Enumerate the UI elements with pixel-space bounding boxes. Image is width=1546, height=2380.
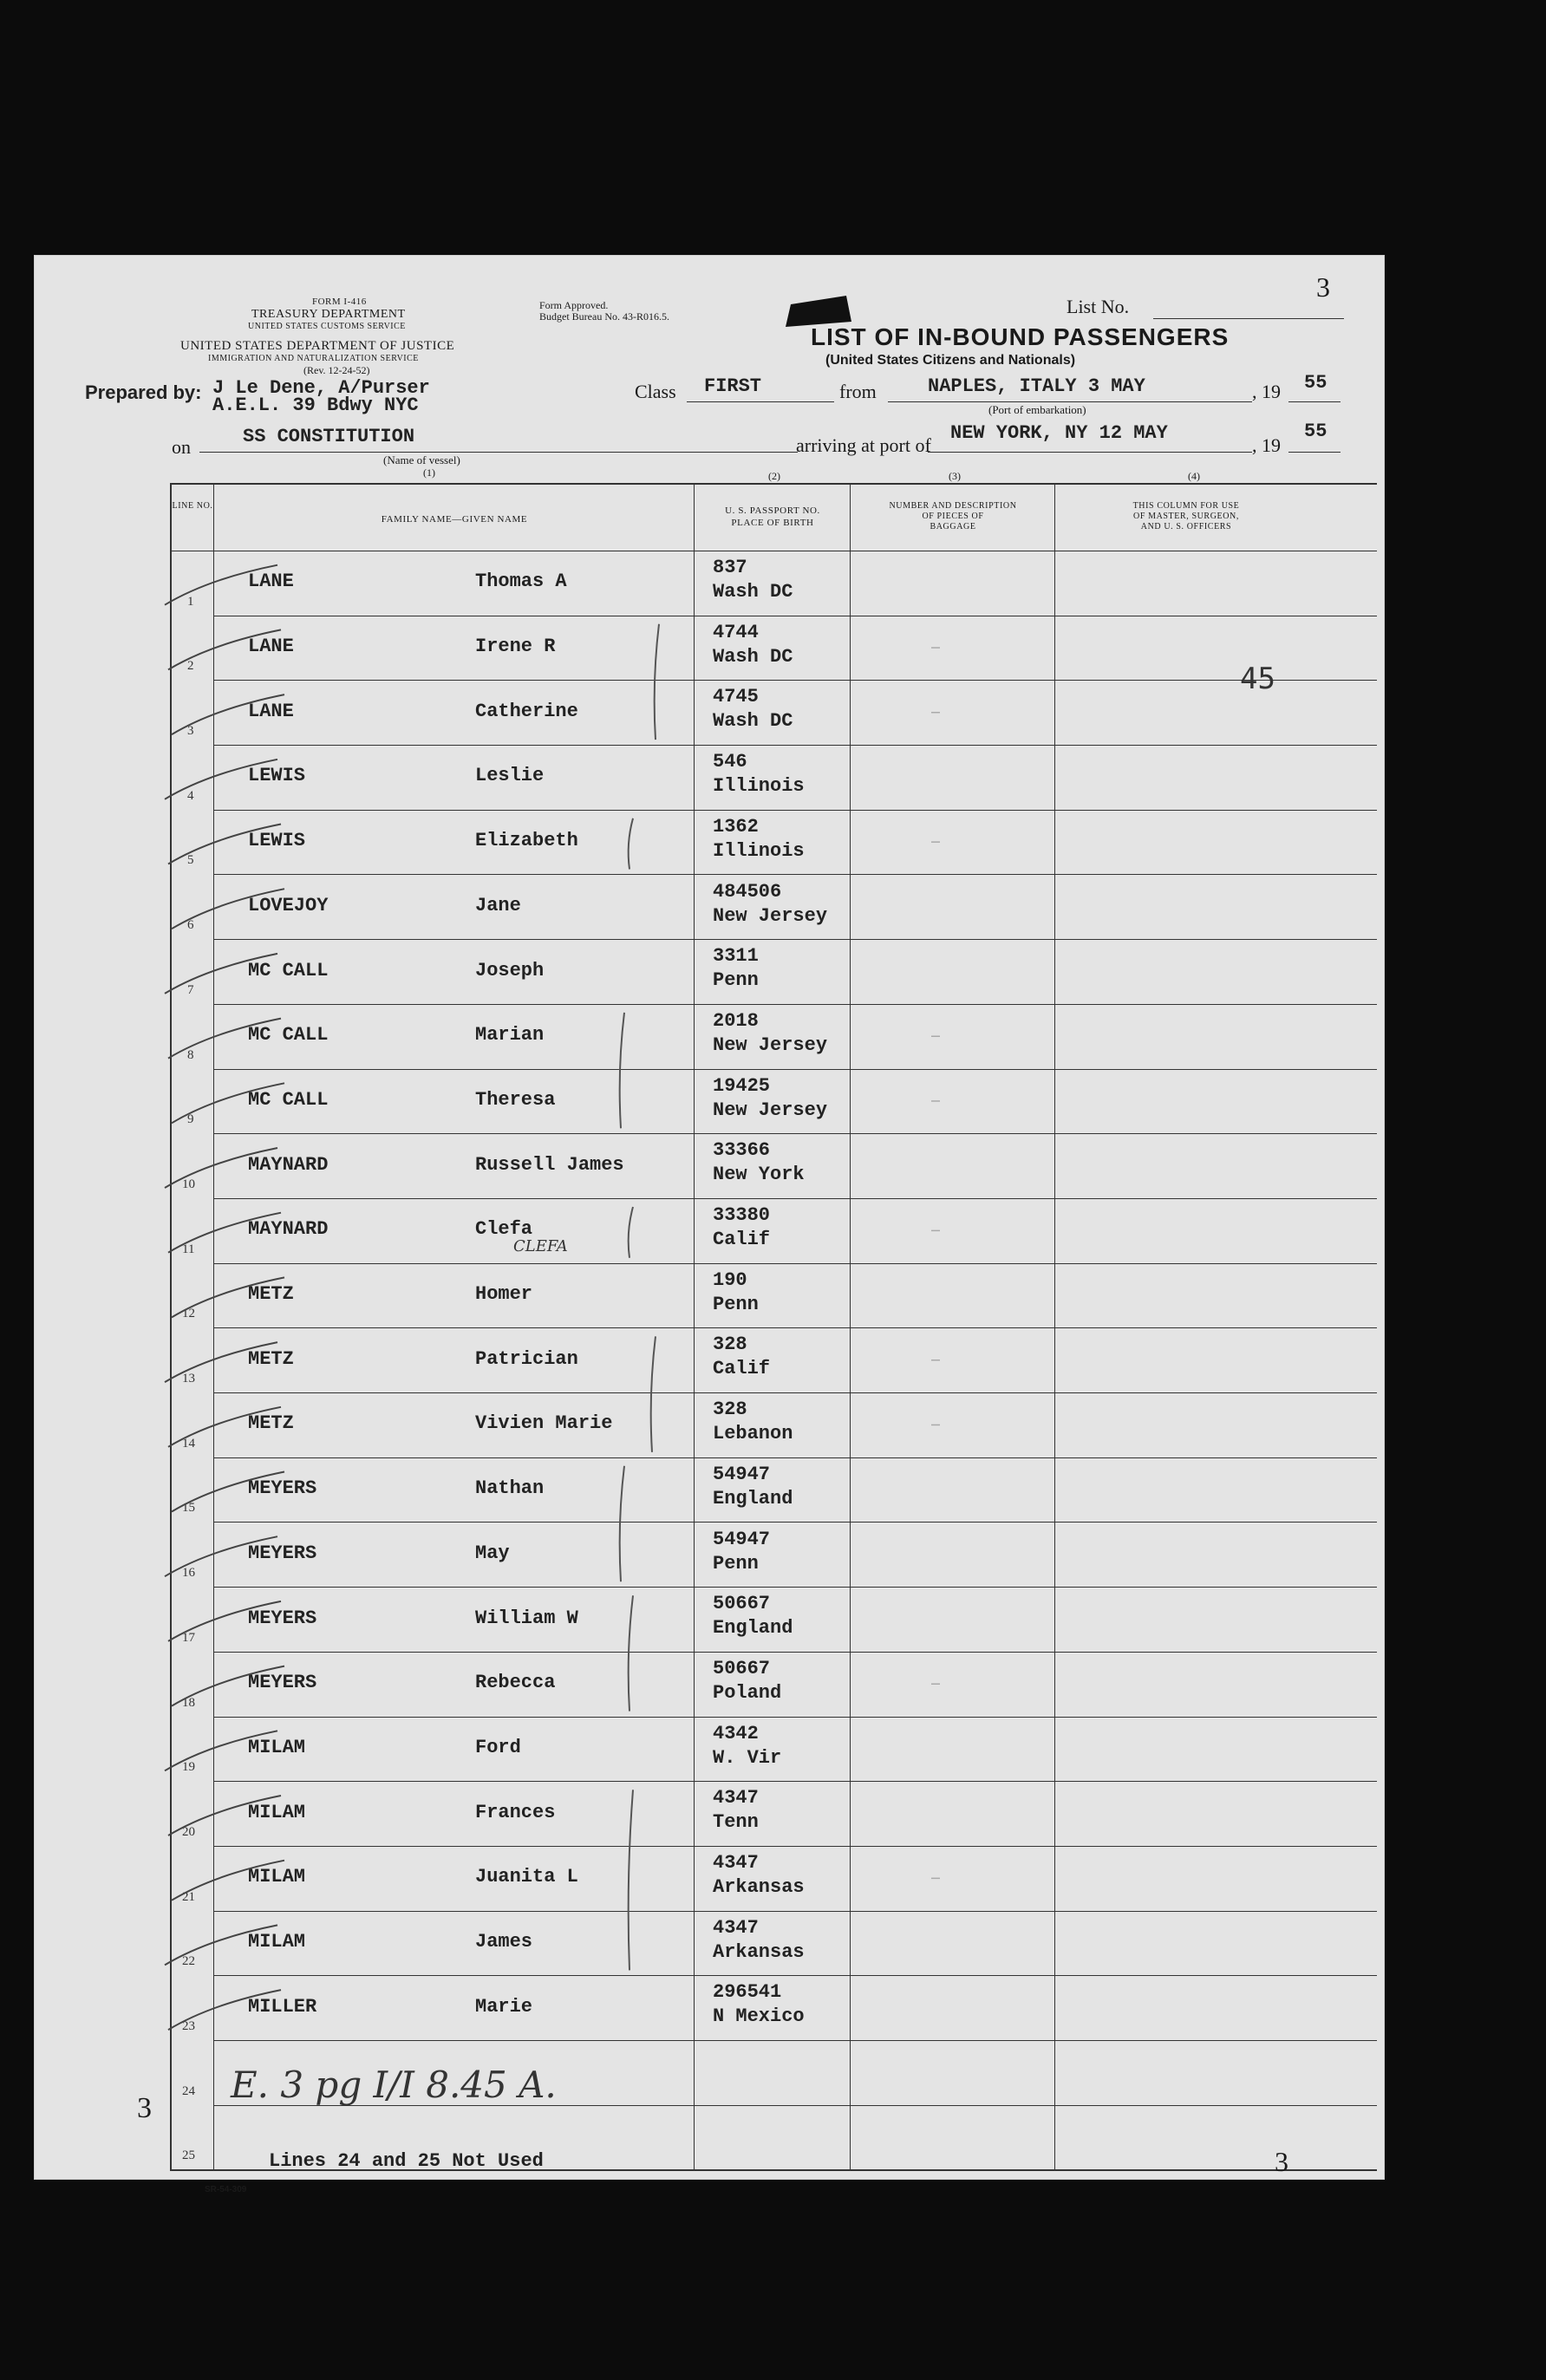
given-name: Marie bbox=[475, 1995, 533, 2018]
given-name: Vivien Marie bbox=[475, 1412, 613, 1435]
class-label: Class bbox=[635, 381, 676, 402]
arrival-port-value: NEW YORK, NY 12 MAY bbox=[950, 422, 1168, 444]
list-no-label: List No. bbox=[1067, 296, 1130, 317]
footer-page-count: 3 bbox=[1275, 2146, 1288, 2177]
form-number: FORM I-416 bbox=[312, 297, 367, 307]
given-name: Joseph bbox=[475, 959, 545, 981]
family-name: MEYERS bbox=[248, 1542, 317, 1564]
from-label: from bbox=[839, 381, 877, 402]
place-of-birth: New Jersey bbox=[713, 904, 828, 927]
family-name: MC CALL bbox=[248, 1024, 329, 1047]
family-name: METZ bbox=[248, 1347, 294, 1370]
given-name: James bbox=[475, 1931, 533, 1953]
passport-number: 4347 bbox=[713, 1916, 759, 1939]
pen-check-marks bbox=[35, 256, 1384, 2179]
family-name: MILAM bbox=[248, 1801, 306, 1823]
passenger-manifest-sheet bbox=[35, 256, 1384, 2194]
family-name: LANE bbox=[248, 700, 294, 722]
place-of-birth: New Jersey bbox=[713, 1034, 828, 1056]
place-of-birth: Illinois bbox=[713, 839, 805, 862]
line-number: 4 bbox=[187, 788, 194, 803]
place-of-birth: Penn bbox=[713, 969, 759, 992]
given-name: Thomas A bbox=[475, 571, 567, 593]
family-name: LOVEJOY bbox=[248, 894, 329, 916]
customs-service: UNITED STATES CUSTOMS SERVICE bbox=[248, 322, 406, 331]
family-name: MEYERS bbox=[248, 1477, 317, 1500]
family-name: METZ bbox=[248, 1283, 294, 1306]
line-number: 5 bbox=[187, 853, 194, 868]
col-header-officers-2: OF MASTER, SURGEON, bbox=[1133, 512, 1239, 521]
arrival-year-value: 55 bbox=[1304, 421, 1327, 442]
passport-number: 4744 bbox=[713, 621, 759, 643]
line-number: 17 bbox=[182, 1630, 195, 1645]
col-header-line-no: LINE NO. bbox=[172, 501, 213, 511]
place-of-birth: Illinois bbox=[713, 775, 805, 798]
form-title: LIST OF IN-BOUND PASSENGERS bbox=[811, 323, 1230, 350]
place-of-birth: Penn bbox=[713, 1552, 759, 1575]
given-name: Theresa bbox=[475, 1088, 556, 1111]
family-name: MILAM bbox=[248, 1736, 306, 1758]
place-of-birth: Wash DC bbox=[713, 581, 793, 603]
place-of-birth: Lebanon bbox=[713, 1423, 793, 1445]
passport-number: 190 bbox=[713, 1268, 747, 1291]
passport-number: 837 bbox=[713, 557, 747, 578]
col-header-baggage-1: NUMBER AND DESCRIPTION bbox=[889, 501, 1017, 511]
passport-number: 33380 bbox=[713, 1204, 771, 1226]
given-name: Juanita L bbox=[475, 1866, 578, 1888]
handwritten-clefa-correction: CLEFA bbox=[513, 1237, 568, 1255]
place-of-birth: W. Vir bbox=[713, 1746, 782, 1769]
given-name: Jane bbox=[475, 894, 521, 916]
line-number: 10 bbox=[182, 1177, 195, 1191]
line-number: 21 bbox=[182, 1889, 195, 1904]
place-of-birth: England bbox=[713, 1487, 793, 1510]
place-of-birth: New York bbox=[713, 1164, 805, 1186]
family-name: LANE bbox=[248, 571, 294, 593]
family-name: MILAM bbox=[248, 1931, 306, 1953]
treasury-department: TREASURY DEPARTMENT bbox=[251, 308, 406, 321]
line-number: 18 bbox=[182, 1695, 195, 1710]
given-name: Homer bbox=[475, 1283, 533, 1306]
passport-number: 4347 bbox=[713, 1787, 759, 1809]
given-name: Marian bbox=[475, 1024, 545, 1047]
on-label: on bbox=[172, 436, 191, 458]
vessel-name-label: (Name of vessel) bbox=[383, 453, 460, 466]
passport-number: 54947 bbox=[713, 1528, 771, 1550]
prepared-by-name: J Le Dene, A/Purser bbox=[212, 377, 430, 399]
prepared-by-label: Prepared by: bbox=[85, 381, 202, 403]
line-number: 12 bbox=[182, 1307, 195, 1321]
arrival-year-prefix: , 19 bbox=[1252, 434, 1281, 456]
family-name: METZ bbox=[248, 1412, 294, 1435]
col-number-4: (4) bbox=[1188, 470, 1200, 482]
passport-number: 4342 bbox=[713, 1722, 759, 1744]
place-of-birth: Arkansas bbox=[713, 1940, 805, 1963]
col-number-1: (1) bbox=[423, 466, 435, 479]
line-number: 15 bbox=[182, 1501, 195, 1516]
given-name: William W bbox=[475, 1607, 578, 1629]
col-number-2: (2) bbox=[768, 470, 780, 482]
department-of-justice: UNITED STATES DEPARTMENT OF JUSTICE bbox=[180, 339, 455, 353]
form-subtitle: (United States Citizens and Nationals) bbox=[825, 353, 1076, 368]
from-year-value: 55 bbox=[1304, 372, 1327, 394]
list-no-value: 3 bbox=[1316, 271, 1330, 303]
given-name: Catherine bbox=[475, 700, 578, 722]
passport-number: 50667 bbox=[713, 1657, 771, 1679]
line-number: 9 bbox=[187, 1112, 194, 1127]
lines-not-used-note: Lines 24 and 25 Not Used bbox=[269, 2150, 544, 2172]
given-name: Irene R bbox=[475, 636, 556, 658]
given-name: Rebecca bbox=[475, 1672, 556, 1694]
port-embarkation-label: (Port of embarkation) bbox=[988, 403, 1086, 416]
passport-number: 328 bbox=[713, 1399, 747, 1421]
line-number: 25 bbox=[182, 2149, 195, 2163]
col-header-officers-1: THIS COLUMN FOR USE bbox=[1132, 501, 1240, 511]
col-header-officers-3: AND U. S. OFFICERS bbox=[1140, 522, 1232, 531]
col-header-baggage-2: OF PIECES OF bbox=[922, 512, 984, 521]
place-of-birth: Calif bbox=[713, 1229, 771, 1250]
place-of-birth: England bbox=[713, 1617, 793, 1640]
given-name: Patrician bbox=[475, 1347, 578, 1370]
handwritten-margin-number: 3 bbox=[137, 2092, 152, 2124]
place-of-birth: N Mexico bbox=[713, 2005, 805, 2028]
handwritten-tally: 45 bbox=[1240, 662, 1275, 696]
col-header-birthplace: PLACE OF BIRTH bbox=[731, 518, 814, 528]
line-number: 23 bbox=[182, 2019, 195, 2034]
place-of-birth: Wash DC bbox=[713, 645, 793, 668]
class-value: FIRST bbox=[704, 375, 762, 397]
col-header-baggage-3: BAGGAGE bbox=[930, 522, 976, 531]
passport-number: 484506 bbox=[713, 880, 782, 903]
form-code: SR-54-309 bbox=[205, 2185, 247, 2194]
line-number: 19 bbox=[182, 1760, 195, 1775]
place-of-birth: Poland bbox=[713, 1681, 782, 1704]
immigration-service: IMMIGRATION AND NATURALIZATION SERVICE bbox=[208, 354, 419, 363]
family-name: MILAM bbox=[248, 1866, 306, 1888]
line-number: 13 bbox=[182, 1372, 195, 1386]
line-number: 16 bbox=[182, 1566, 195, 1581]
revision-date: (Rev. 12-24-52) bbox=[303, 364, 370, 376]
line-number: 6 bbox=[187, 918, 194, 933]
passport-number: 3311 bbox=[713, 945, 759, 968]
passport-number: 50667 bbox=[713, 1593, 771, 1615]
family-name: MC CALL bbox=[248, 959, 329, 981]
given-name: Leslie bbox=[475, 765, 545, 787]
given-name: Nathan bbox=[475, 1477, 545, 1500]
family-name: LEWIS bbox=[248, 765, 306, 787]
line-number: 24 bbox=[182, 2083, 195, 2098]
family-name: MEYERS bbox=[248, 1607, 317, 1629]
family-name: MILLER bbox=[248, 1995, 317, 2018]
line-number: 1 bbox=[187, 594, 194, 609]
form-approved: Form Approved. bbox=[539, 299, 609, 311]
passport-number: 546 bbox=[713, 751, 747, 773]
line-number: 8 bbox=[187, 1047, 194, 1062]
given-name: Russell James bbox=[475, 1153, 624, 1176]
place-of-birth: Arkansas bbox=[713, 1876, 805, 1898]
given-name: Frances bbox=[475, 1801, 556, 1823]
given-name: Elizabeth bbox=[475, 830, 578, 852]
col-header-name: FAMILY NAME—GIVEN NAME bbox=[381, 514, 528, 525]
col-number-3: (3) bbox=[949, 470, 961, 482]
passport-number: 296541 bbox=[713, 1981, 782, 2004]
line-number: 11 bbox=[182, 1242, 195, 1256]
given-name: Clefa bbox=[475, 1218, 533, 1241]
place-of-birth: Calif bbox=[713, 1358, 771, 1380]
from-port-value: NAPLES, ITALY 3 MAY bbox=[928, 375, 1145, 397]
arriving-label: arriving at port of bbox=[796, 434, 931, 456]
family-name: MC CALL bbox=[248, 1088, 329, 1111]
family-name: LANE bbox=[248, 636, 294, 658]
vessel-name: SS CONSTITUTION bbox=[243, 426, 415, 447]
family-name: MAYNARD bbox=[248, 1153, 329, 1176]
line-number: 7 bbox=[187, 982, 194, 997]
family-name: LEWIS bbox=[248, 830, 306, 852]
passport-number: 19425 bbox=[713, 1074, 771, 1097]
given-name: Ford bbox=[475, 1736, 521, 1758]
line-number: 22 bbox=[182, 1954, 195, 1969]
passport-number: 328 bbox=[713, 1333, 747, 1356]
handwritten-row24-note: E. 3 pg I/I 8.45 A. bbox=[231, 2064, 557, 2106]
prepared-by-address: A.E.L. 39 Bdwy NYC bbox=[212, 394, 419, 416]
from-year-prefix: , 19 bbox=[1252, 381, 1281, 402]
budget-bureau: Budget Bureau No. 43-R016.5. bbox=[539, 310, 669, 323]
place-of-birth: Wash DC bbox=[713, 710, 793, 733]
family-name: MEYERS bbox=[248, 1672, 317, 1694]
passport-number: 4745 bbox=[713, 686, 759, 708]
line-number: 3 bbox=[187, 724, 194, 739]
place-of-birth: Penn bbox=[713, 1293, 759, 1315]
passport-number: 54947 bbox=[713, 1463, 771, 1485]
given-name: May bbox=[475, 1542, 510, 1564]
passport-number: 4347 bbox=[713, 1852, 759, 1874]
line-number: 20 bbox=[182, 1824, 195, 1839]
family-name: MAYNARD bbox=[248, 1218, 329, 1241]
passport-number: 2018 bbox=[713, 1009, 759, 1032]
line-number: 2 bbox=[187, 659, 194, 674]
col-header-passport: U. S. PASSPORT NO. bbox=[725, 505, 820, 516]
passport-number: 33366 bbox=[713, 1139, 771, 1162]
place-of-birth: New Jersey bbox=[713, 1099, 828, 1121]
passport-number: 1362 bbox=[713, 815, 759, 838]
line-number: 14 bbox=[182, 1436, 195, 1451]
place-of-birth: Tenn bbox=[713, 1811, 759, 1834]
